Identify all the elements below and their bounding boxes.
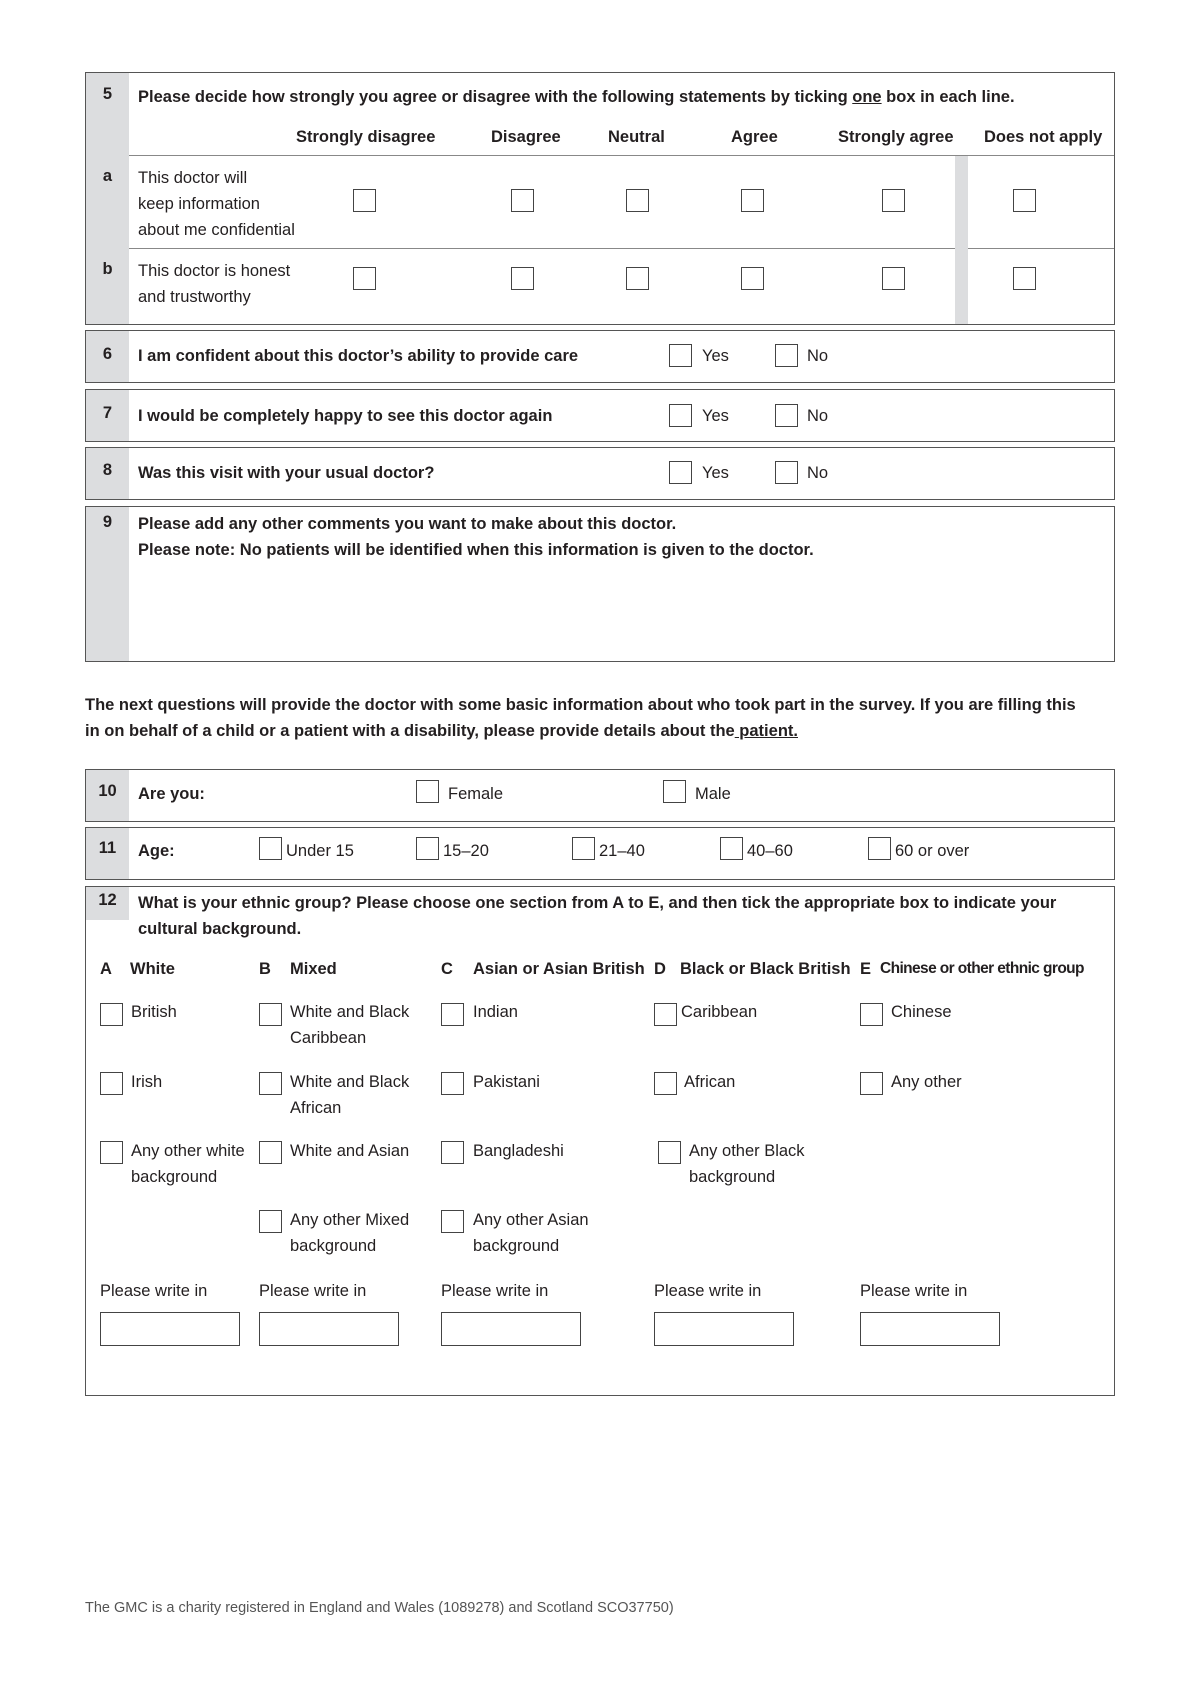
checkbox-a-disagree[interactable] [511, 189, 534, 212]
option-label: Pakistani [473, 1073, 540, 1091]
question-5-box [85, 72, 1115, 325]
option-label: Any other [891, 1073, 962, 1091]
any-other-asian-checkbox[interactable] [441, 1210, 464, 1233]
option-label: Caribbean [290, 1029, 367, 1047]
caribbean-checkbox[interactable] [654, 1003, 677, 1026]
age-option-label: 15–20 [443, 842, 489, 860]
male-checkbox[interactable] [663, 780, 686, 803]
any-other-mixed-checkbox[interactable] [259, 1210, 282, 1233]
female-label: Female [448, 785, 504, 803]
column-header-does-not-apply: Does not apply [984, 128, 1103, 146]
question-text: Please decide how strongly you agree or disagree with the following statements by ticking one box in each line. [138, 88, 1015, 106]
section-e-letter: E [860, 960, 871, 978]
yes-label: Yes [702, 464, 729, 482]
checkbox-b-does-not-apply[interactable] [1013, 267, 1036, 290]
no-label: No [807, 464, 829, 482]
question-number: 9 [102, 513, 113, 531]
option-label: African [684, 1073, 736, 1091]
question-number: 10 [98, 782, 117, 800]
yes-label: Yes [702, 407, 729, 425]
write-in-field-b[interactable] [259, 1312, 399, 1346]
checkbox-a-agree[interactable] [741, 189, 764, 212]
pakistani-checkbox[interactable] [441, 1072, 464, 1095]
column-header-neutral: Neutral [608, 128, 665, 146]
no-checkbox[interactable] [775, 404, 798, 427]
any-other-black-checkbox[interactable] [658, 1141, 681, 1164]
question-number: 7 [102, 404, 113, 422]
option-label: White and Black [290, 1003, 410, 1021]
question-note: Please note: No patients will be identified when this information is given to the doctor. [138, 541, 814, 559]
option-label: African [290, 1099, 342, 1117]
option-label: White and Asian [290, 1142, 410, 1160]
write-in-field-c[interactable] [441, 1312, 581, 1346]
row-letter: b [102, 260, 113, 278]
option-label: White and Black [290, 1073, 410, 1091]
option-label: Indian [473, 1003, 518, 1021]
statement-line: keep information [138, 195, 260, 213]
comments-area[interactable] [130, 567, 1114, 661]
section-a-name: White [130, 960, 175, 978]
checkbox-a-does-not-apply[interactable] [1013, 189, 1036, 212]
question-text: I am confident about this doctor’s ability to provide care [138, 347, 579, 365]
age-under-15-checkbox[interactable] [259, 837, 282, 860]
write-in-field-e[interactable] [860, 1312, 1000, 1346]
option-label: Irish [131, 1073, 163, 1091]
checkbox-b-strongly-disagree[interactable] [353, 267, 376, 290]
female-checkbox[interactable] [416, 780, 439, 803]
column-header-disagree: Disagree [491, 128, 561, 146]
option-label: background [131, 1168, 218, 1186]
age-option-label: 21–40 [599, 842, 645, 860]
intro-line: in on behalf of a child or a patient with a disability, please provide details about the patient. [85, 722, 798, 740]
option-label: Caribbean [681, 1003, 758, 1021]
checkbox-a-strongly-disagree[interactable] [353, 189, 376, 212]
checkbox-a-strongly-agree[interactable] [882, 189, 905, 212]
no-label: No [807, 347, 829, 365]
yes-checkbox[interactable] [669, 404, 692, 427]
checkbox-b-neutral[interactable] [626, 267, 649, 290]
question-6-box [85, 330, 1115, 383]
age-option-label: 60 or over [895, 842, 970, 860]
option-label: British [131, 1003, 177, 1021]
yes-checkbox[interactable] [669, 461, 692, 484]
question-number: 8 [102, 461, 113, 479]
question-text: Are you: [138, 785, 205, 803]
option-label: background [689, 1168, 776, 1186]
option-label: Any other Black [689, 1142, 805, 1160]
question-number: 11 [98, 839, 117, 857]
option-label: Any other Mixed [290, 1211, 410, 1229]
question-number: 12 [98, 891, 117, 909]
section-c-letter: C [441, 960, 453, 978]
number-column [86, 73, 129, 324]
section-b-letter: B [259, 960, 271, 978]
white-asian-checkbox[interactable] [259, 1141, 282, 1164]
column-header-strongly-disagree: Strongly disagree [296, 128, 436, 146]
option-label: Bangladeshi [473, 1142, 564, 1160]
write-in-field-d[interactable] [654, 1312, 794, 1346]
section-b-name: Mixed [290, 960, 337, 978]
question-11-box [85, 827, 1115, 880]
question-text: Was this visit with your usual doctor? [138, 464, 435, 482]
intro-line: The next questions will provide the doctor with some basic information about who took part in the survey. If you are filling this [85, 696, 1076, 714]
age-40-60-checkbox[interactable] [720, 837, 743, 860]
column-header-strongly-agree: Strongly agree [838, 128, 954, 146]
section-a-letter: A [100, 960, 112, 978]
age-21-40-checkbox[interactable] [572, 837, 595, 860]
column-header-agree: Agree [731, 128, 778, 146]
statement-line: about me confidential [138, 221, 295, 239]
write-in-label: Please write in [654, 1282, 762, 1300]
age-60-over-checkbox[interactable] [868, 837, 891, 860]
african-checkbox[interactable] [654, 1072, 677, 1095]
question-9-box [85, 506, 1115, 662]
question-7-box [85, 389, 1115, 442]
write-in-field-a[interactable] [100, 1312, 240, 1346]
any-other-white-checkbox[interactable] [100, 1141, 123, 1164]
checkbox-b-agree[interactable] [741, 267, 764, 290]
british-checkbox[interactable] [100, 1003, 123, 1026]
footer-text: The GMC is a charity registered in England and Wales (1089278) and Scotland SCO37750) [85, 1600, 674, 1616]
irish-checkbox[interactable] [100, 1072, 123, 1095]
write-in-label: Please write in [100, 1282, 208, 1300]
option-label: Any other white [131, 1142, 245, 1160]
no-checkbox[interactable] [775, 344, 798, 367]
bangladeshi-checkbox[interactable] [441, 1141, 464, 1164]
write-in-label: Please write in [259, 1282, 367, 1300]
section-e-name: Chinese or other ethnic group [880, 960, 1084, 977]
checkbox-b-strongly-agree[interactable] [882, 267, 905, 290]
question-12-box [85, 886, 1115, 1396]
column-separator [955, 156, 968, 324]
question-text: What is your ethnic group? Please choose one section from A to E, and then tick the appropriate box to indicate your [138, 894, 1057, 912]
option-label: Any other Asian [473, 1211, 589, 1229]
section-d-letter: D [654, 960, 666, 978]
question-10-box [85, 769, 1115, 822]
row-letter: a [102, 167, 113, 185]
age-option-label: 40–60 [747, 842, 793, 860]
question-8-box [85, 447, 1115, 500]
question-text: cultural background. [138, 920, 302, 938]
question-text: I would be completely happy to see this doctor again [138, 407, 553, 425]
question-text: Please add any other comments you want to make about this doctor. [138, 515, 677, 533]
white-black-caribbean-checkbox[interactable] [259, 1003, 282, 1026]
any-other-ethnic-checkbox[interactable] [860, 1072, 883, 1095]
statement-line: This doctor will [138, 169, 248, 187]
section-d-name: Black or Black British [680, 960, 851, 978]
checkbox-b-disagree[interactable] [511, 267, 534, 290]
male-label: Male [695, 785, 731, 803]
question-number: 6 [102, 345, 113, 363]
yes-label: Yes [702, 347, 729, 365]
checkbox-a-neutral[interactable] [626, 189, 649, 212]
chinese-checkbox[interactable] [860, 1003, 883, 1026]
no-label: No [807, 407, 829, 425]
age-15-20-checkbox[interactable] [416, 837, 439, 860]
write-in-label: Please write in [441, 1282, 549, 1300]
yes-checkbox[interactable] [669, 344, 692, 367]
section-c-name: Asian or Asian British [473, 960, 645, 978]
option-label: background [290, 1237, 377, 1255]
age-option-label: Under 15 [286, 842, 354, 860]
statement-line: and trustworthy [138, 288, 251, 306]
no-checkbox[interactable] [775, 461, 798, 484]
indian-checkbox[interactable] [441, 1003, 464, 1026]
option-label: Chinese [891, 1003, 952, 1021]
statement-line: This doctor is honest [138, 262, 291, 280]
question-number: 5 [102, 85, 113, 103]
option-label: background [473, 1237, 560, 1255]
question-text: Age: [138, 842, 175, 860]
white-black-african-checkbox[interactable] [259, 1072, 282, 1095]
write-in-label: Please write in [860, 1282, 968, 1300]
